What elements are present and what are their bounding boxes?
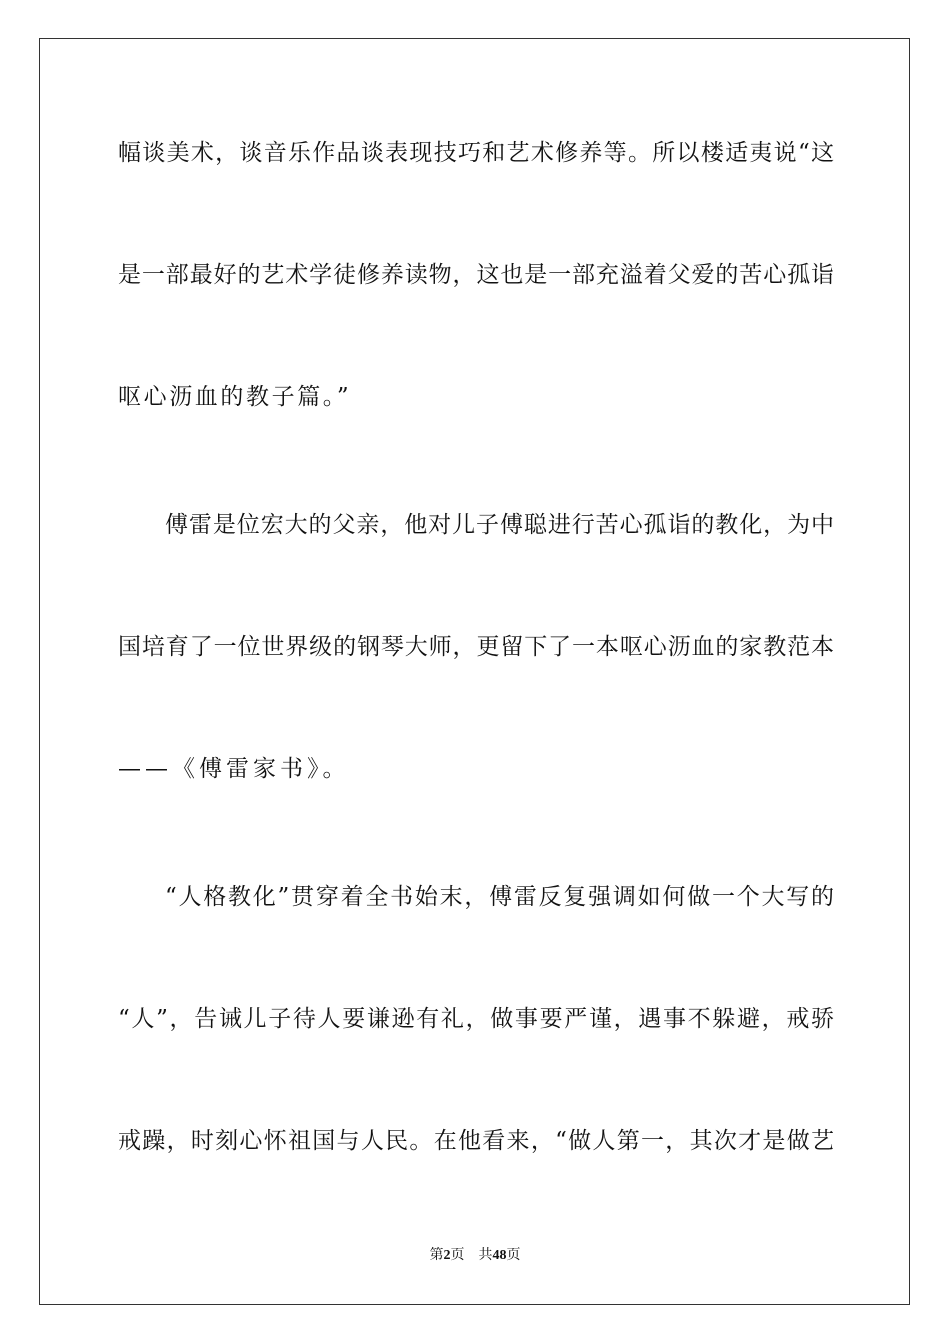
total-pages: 48 [492, 1248, 507, 1263]
paragraph-first-line: “人格教化”贯穿着全书始末，傅雷反复强调如何做一个大写的 [165, 884, 834, 910]
text-line: 幅谈美术，谈音乐作品谈表现技巧和艺术修养等。所以楼适夷说“这 [118, 140, 834, 166]
page-footer [0, 1247, 950, 1265]
total-suffix: 页 [506, 1248, 521, 1263]
text-line: “人”，告诫儿子待人要谦逊有礼，做事要严谨，遇事不躲避，戒骄 [118, 1006, 834, 1032]
page-number: 2 [443, 1248, 451, 1263]
page-border [39, 38, 910, 1305]
text-line: 呕心沥血的教子篇。” [118, 384, 352, 410]
text-line: 是一部最好的艺术学徒修养读物，这也是一部充溢着父爱的苦心孤诣 [118, 262, 834, 288]
paragraph-first-line: 傅雷是位宏大的父亲，他对儿子傅聪进行苦心孤诣的教化，为中 [165, 512, 834, 538]
text-line: 国培育了一位世界级的钢琴大师，更留下了一本呕心沥血的家教范本 [118, 634, 834, 660]
total-prefix: 共 [478, 1248, 493, 1263]
page-prefix: 第 [429, 1248, 444, 1263]
text-line: 戒躁，时刻心怀祖国与人民。在他看来，“做人第一，其次才是做艺 [118, 1128, 834, 1154]
page-suffix: 页 [450, 1248, 465, 1263]
text-line: ——《傅雷家书》。 [118, 756, 350, 782]
